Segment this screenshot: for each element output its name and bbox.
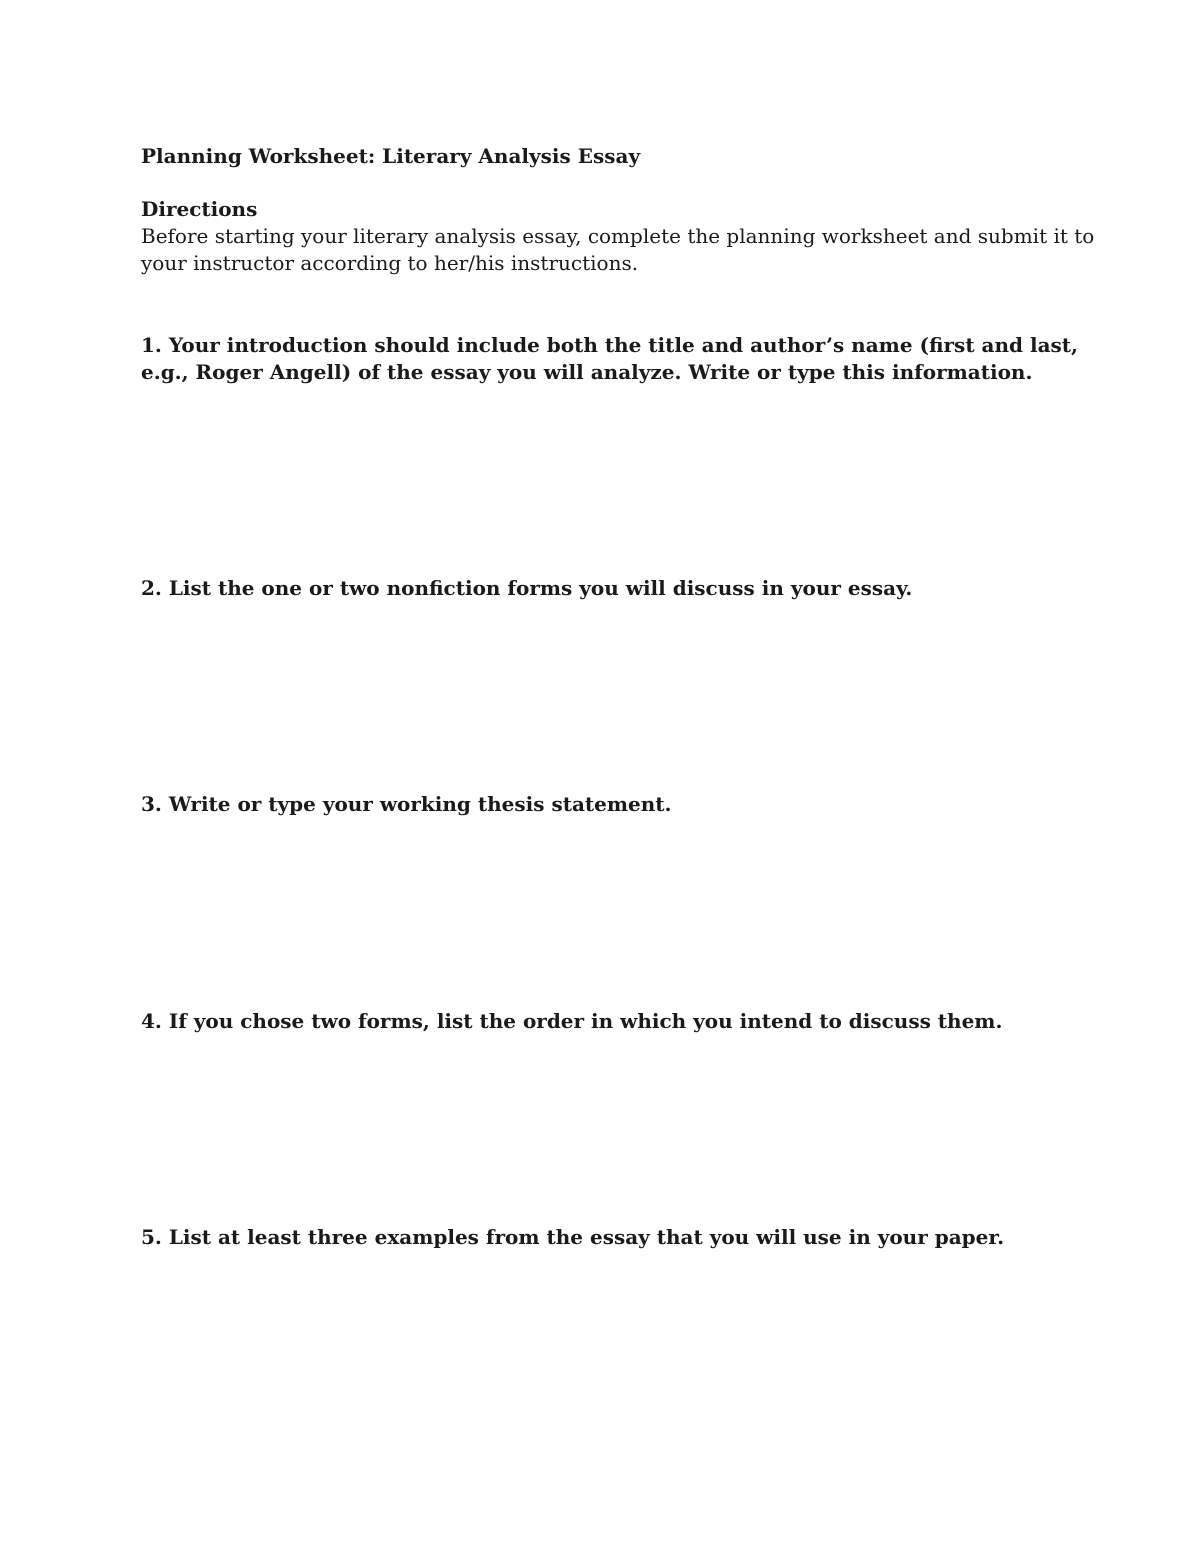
worksheet-title: Planning Worksheet: Literary Analysis Essay — [141, 144, 641, 168]
question-5: 5. List at least three examples from the essay that you will use in your paper. — [141, 1225, 1005, 1249]
question-2: 2. List the one or two nonfiction forms you will discuss in your essay. — [141, 576, 913, 600]
question-4: 4. If you chose two forms, list the order in which you intend to discuss them. — [141, 1009, 1003, 1033]
question-3: 3. Write or type your working thesis statement. — [141, 792, 672, 816]
question-1: 1. Your introduction should include both the title and author’s name (first and last, e.g., Roger Angell) of the essay you will analyze. Write or type this information. — [141, 333, 1078, 384]
directions-heading: Directions — [141, 197, 258, 221]
directions-body: Before starting your literary analysis essay, complete the planning worksheet and submit it to your instructor according to her/his instructions. — [141, 224, 1095, 275]
